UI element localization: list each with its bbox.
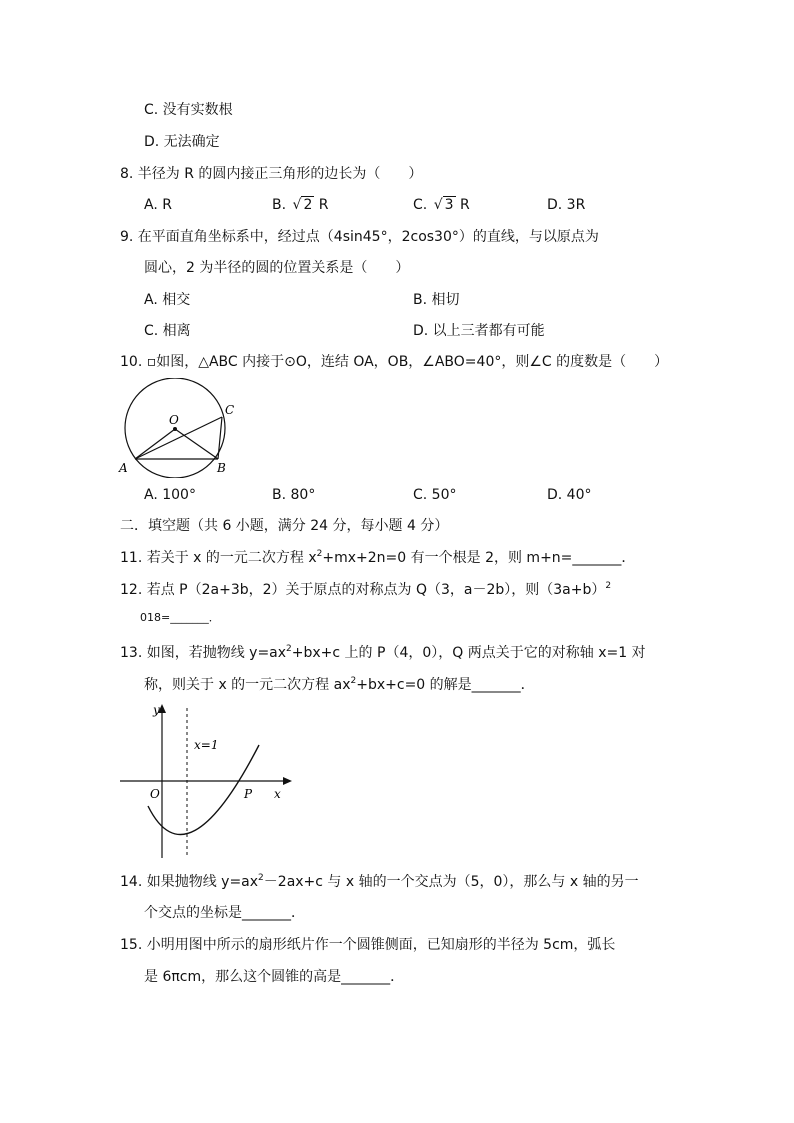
x-axis-arrow xyxy=(283,777,292,785)
q8-option-c-radicand: 3 xyxy=(444,197,454,213)
q10-option-b: B. 80° xyxy=(272,487,316,503)
label-y: y xyxy=(153,703,160,717)
label-o: O xyxy=(169,413,179,427)
q10-stem: 10. ▫如图，△ABC 内接于⊙O，连结 OA，OB，∠ABO=40°，则∠C 的度数是（ ） xyxy=(120,354,669,370)
label-x: x xyxy=(274,787,281,801)
q10-option-a: A. 100° xyxy=(144,487,196,503)
q9-option-b: B. 相切 xyxy=(413,292,460,308)
q10-circle-figure xyxy=(115,378,245,478)
q13-l2-pre: 称，则关于 x 的一元二次方程 ax xyxy=(144,677,351,693)
q14-l1-exponent: 2 xyxy=(258,873,264,883)
label-p: P xyxy=(244,787,253,801)
label-b: B xyxy=(217,461,226,475)
q8-option-b-suffix: R xyxy=(314,197,329,213)
q9-option-d: D. 以上三者都有可能 xyxy=(413,323,545,339)
q12-line1 xyxy=(120,580,611,600)
q10-option-c: C. 50° xyxy=(413,487,457,503)
section-heading: 二．填空题（共 6 小题，满分 24 分，每小题 4 分） xyxy=(120,518,449,534)
label-axis-x1: x=1 xyxy=(194,738,219,752)
label-origin: O xyxy=(150,787,160,801)
q8-option-b xyxy=(272,195,329,215)
q13-l1-pre: 13. 如图，若抛物线 y=ax xyxy=(120,645,287,661)
q14-l1-post: －2ax+c 与 x 轴的一个交点为（5，0），那么与 x 轴的另一 xyxy=(263,874,639,890)
q14-line1 xyxy=(120,872,639,892)
label-c: C xyxy=(225,403,235,417)
segment-bc xyxy=(218,417,222,459)
q8-option-c xyxy=(413,195,470,215)
q12-line2: 018=_______． xyxy=(140,611,220,624)
q9-option-a: A. 相交 xyxy=(144,292,191,308)
sqrt-symbol: √ 3 xyxy=(433,197,454,213)
q9-stem-line1: 9. 在平面直角坐标系中，经过点（4sin45°，2cos30°）的直线，与以原点为 xyxy=(120,229,599,245)
q8-option-b-prefix: B. xyxy=(272,197,291,213)
q11-text-post: +mx+2n=0 有一个根是 2，则 m+n=_______． xyxy=(322,550,636,566)
q12-exponent-start: 2 xyxy=(605,581,612,591)
center-point xyxy=(173,427,177,431)
segment-oa xyxy=(135,429,175,459)
q15-line1: 15. 小明用图中所示的扇形纸片作一个圆锥侧面，已知扇形的半径为 5cm，弧长 xyxy=(120,937,616,953)
q12-text: 12. 若点 P（2a+3b，2）关于原点的对称点为 Q（3，a－2b），则（3a+b） xyxy=(120,582,606,598)
q13-l1-post: +bx+c 上的 P（4，0），Q 两点关于它的对称轴 x=1 对 xyxy=(291,645,646,661)
q13-parabola-figure xyxy=(116,700,296,860)
q11-exponent: 2 xyxy=(316,549,323,559)
q8-stem: 8. 半径为 R 的圆内接正三角形的边长为（ ） xyxy=(120,166,423,182)
label-a: A xyxy=(119,461,128,475)
q13-l2-exponent: 2 xyxy=(350,676,357,686)
q9-stem-line2: 圆心，2 为半径的圆的位置关系是（ ） xyxy=(144,260,410,276)
q14-line2: 个交点的坐标是_______． xyxy=(144,905,305,921)
parabola-curve xyxy=(148,745,259,834)
q14-l1-pre: 14. 如果抛物线 y=ax xyxy=(120,874,259,890)
q8-option-d: D. 3R xyxy=(547,197,586,213)
q8-option-a: A. R xyxy=(144,197,172,213)
q8-option-c-suffix: R xyxy=(455,197,470,213)
q15-line2: 是 6πcm，那么这个圆锥的高是_______． xyxy=(144,969,405,985)
q11-text-pre: 11. 若关于 x 的一元二次方程 x xyxy=(120,550,317,566)
q13-l1-exponent: 2 xyxy=(286,644,292,654)
q10-option-d: D. 40° xyxy=(547,487,592,503)
q13-l2-post: +bx+c=0 的解是_______． xyxy=(356,677,535,693)
sqrt-symbol: √ 2 xyxy=(292,197,313,213)
q11 xyxy=(120,548,635,568)
q9-option-c: C. 相离 xyxy=(144,323,191,339)
q7-option-d: D. 无法确定 xyxy=(144,134,220,150)
q7-option-c: C. 没有实数根 xyxy=(144,102,233,118)
segment-ob xyxy=(175,429,218,459)
q13-line2 xyxy=(144,675,535,695)
q8-option-b-radicand: 2 xyxy=(303,197,313,213)
q13-line1 xyxy=(120,643,646,663)
q8-option-c-prefix: C. xyxy=(413,197,432,213)
